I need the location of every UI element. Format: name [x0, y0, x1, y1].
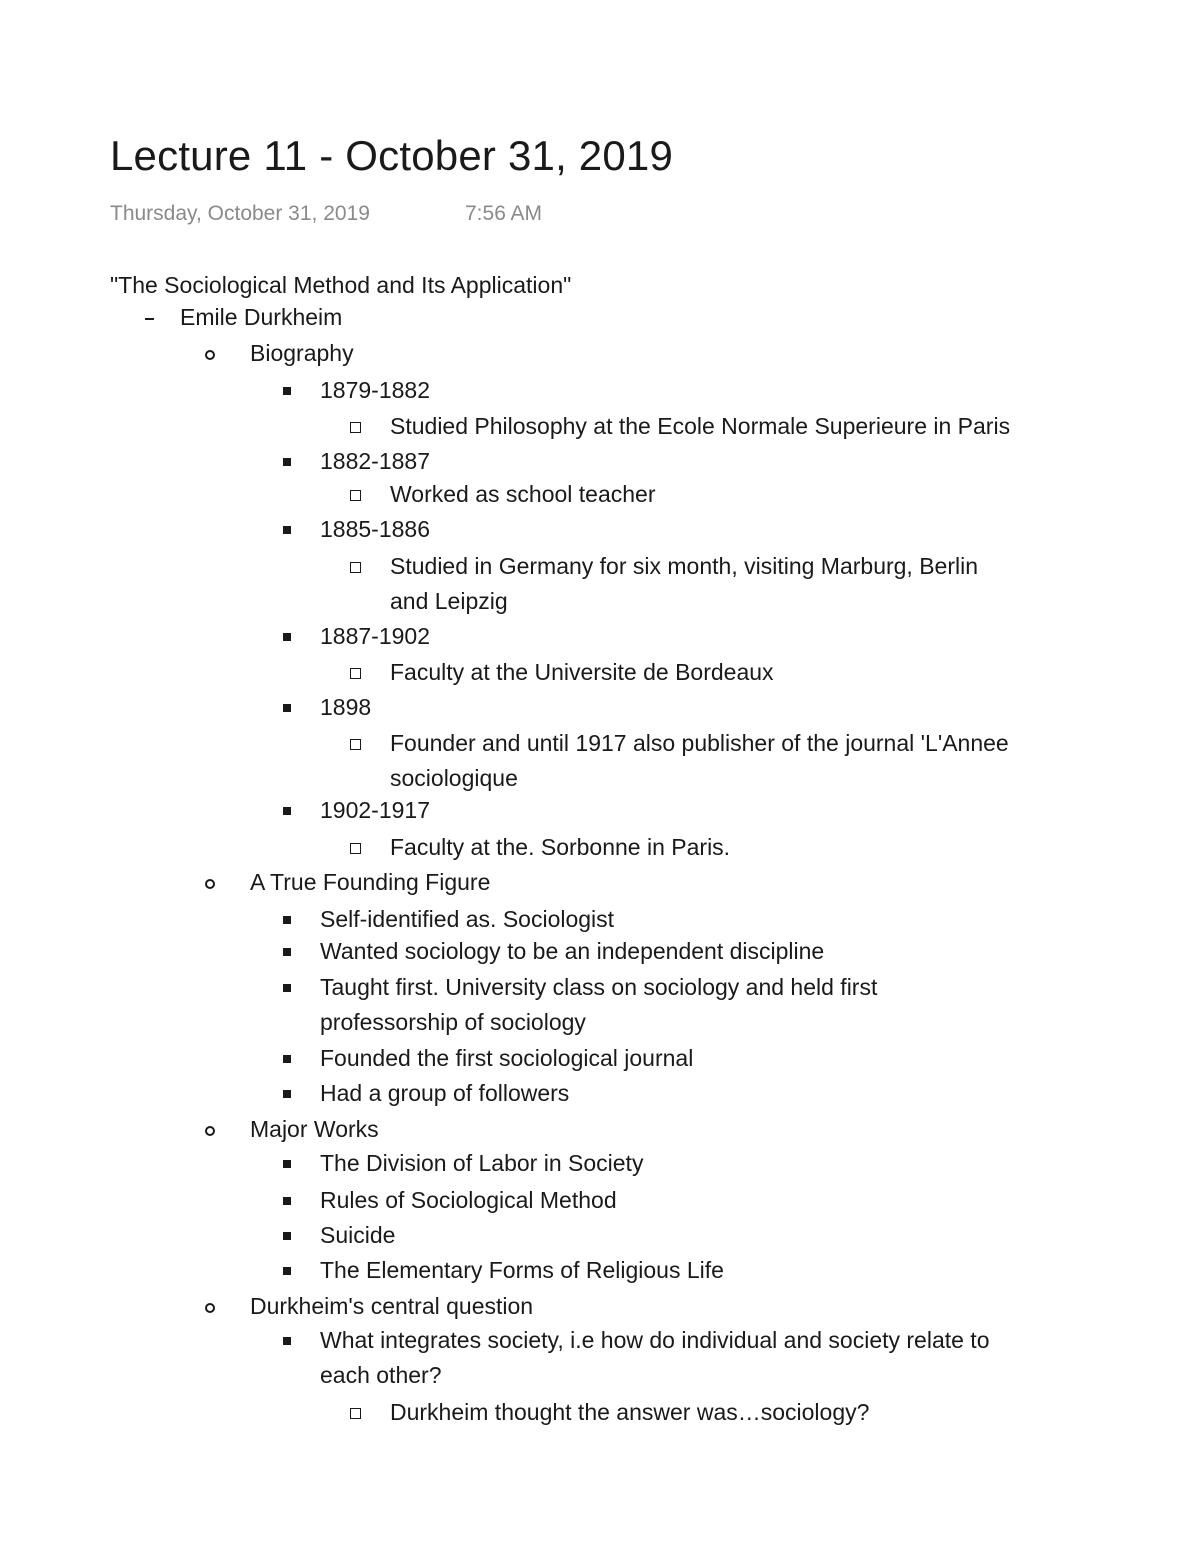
hollow-square-bullet-icon	[350, 490, 361, 501]
filled-square-bullet-icon	[283, 948, 291, 956]
outline-item: 1898	[320, 694, 372, 720]
outline-item: Faculty at the. Sorbonne in Paris.	[390, 834, 731, 860]
outline-item: 1885-1886	[320, 516, 430, 542]
filled-square-bullet-icon	[283, 704, 291, 712]
filled-square-bullet-icon	[283, 1267, 291, 1275]
note-date: Thursday, October 31, 2019	[110, 202, 370, 225]
outline-item: professorship of sociology	[320, 1009, 586, 1035]
outline-item: Studied in Germany for six month, visiting Marburg, Berlin	[390, 553, 979, 579]
hollow-square-bullet-icon	[350, 668, 361, 679]
outline-item: 1902-1917	[320, 797, 430, 823]
outline-item: Major Works	[250, 1116, 379, 1142]
filled-square-bullet-icon	[283, 807, 291, 815]
outline-item: 1887-1902	[320, 623, 430, 649]
hollow-square-bullet-icon	[350, 843, 361, 854]
outline-item: Suicide	[320, 1222, 396, 1248]
filled-square-bullet-icon	[283, 633, 291, 641]
hollow-square-bullet-icon	[350, 739, 361, 750]
hollow-circle-bullet-icon	[205, 1303, 215, 1313]
outline-item: A True Founding Figure	[250, 869, 491, 895]
dash-bullet-icon	[145, 318, 154, 320]
hollow-square-bullet-icon	[350, 1408, 361, 1419]
filled-square-bullet-icon	[283, 1337, 291, 1345]
note-heading: "The Sociological Method and Its Application"	[110, 272, 572, 298]
outline-item: The Division of Labor in Society	[320, 1150, 644, 1176]
outline-item: The Elementary Forms of Religious Life	[320, 1257, 724, 1283]
outline-item: sociologique	[390, 765, 518, 791]
page-title: Lecture 11 - October 31, 2019	[110, 132, 674, 179]
outline-item: 1882-1887	[320, 448, 430, 474]
outline-item: 1879-1882	[320, 377, 430, 403]
filled-square-bullet-icon	[283, 1090, 291, 1098]
outline-item: Had a group of followers	[320, 1080, 570, 1106]
hollow-circle-bullet-icon	[205, 879, 215, 889]
filled-square-bullet-icon	[283, 526, 291, 534]
outline-item: Taught first. University class on sociology and held first	[320, 974, 878, 1000]
filled-square-bullet-icon	[283, 916, 291, 924]
outline-item: each other?	[320, 1362, 442, 1388]
filled-square-bullet-icon	[283, 1197, 291, 1205]
filled-square-bullet-icon	[283, 984, 291, 992]
filled-square-bullet-icon	[283, 387, 291, 395]
filled-square-bullet-icon	[283, 1160, 291, 1168]
outline-item: Worked as school teacher	[390, 481, 656, 507]
outline-item: What integrates society, i.e how do individual and society relate to	[320, 1327, 990, 1353]
filled-square-bullet-icon	[283, 1232, 291, 1240]
outline-item: Self-identified as. Sociologist	[320, 906, 615, 932]
outline-item: Emile Durkheim	[180, 304, 343, 330]
outline-item: Durkheim's central question	[250, 1293, 534, 1319]
outline-item: Durkheim thought the answer was…sociology?	[390, 1399, 870, 1425]
outline-item: Biography	[250, 340, 354, 366]
note-time: 7:56 AM	[465, 202, 543, 225]
outline-item: Founder and until 1917 also publisher of the journal 'L'Annee	[390, 730, 1009, 756]
outline-item: and Leipzig	[390, 588, 508, 614]
filled-square-bullet-icon	[283, 1055, 291, 1063]
hollow-square-bullet-icon	[350, 422, 361, 433]
outline-item: Faculty at the Universite de Bordeaux	[390, 659, 774, 685]
outline-item: Wanted sociology to be an independent discipline	[320, 938, 825, 964]
hollow-square-bullet-icon	[350, 562, 361, 573]
outline-item: Studied Philosophy at the Ecole Normale Superieure in Paris	[390, 413, 1011, 439]
hollow-circle-bullet-icon	[205, 350, 215, 360]
filled-square-bullet-icon	[283, 458, 291, 466]
hollow-circle-bullet-icon	[205, 1126, 215, 1136]
outline-item: Founded the first sociological journal	[320, 1045, 694, 1071]
outline-item: Rules of Sociological Method	[320, 1187, 617, 1213]
